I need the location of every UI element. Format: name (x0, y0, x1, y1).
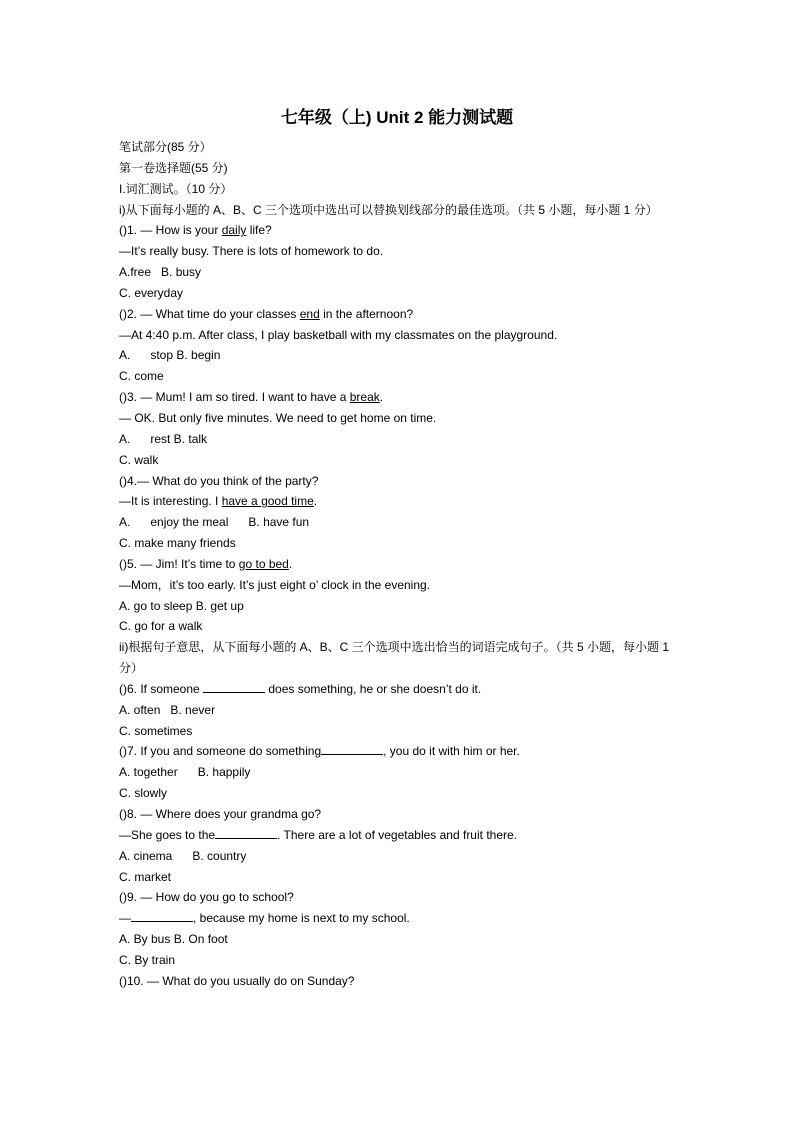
page-title: 七年级（上) Unit 2 能力测试题 (280, 108, 514, 127)
question-8-option-c: C. market (119, 869, 172, 884)
document-body (119, 137, 679, 992)
answer-blank[interactable] (321, 742, 383, 755)
question-10: ()10. — What do you usually do on Sunday? (119, 973, 355, 988)
answer-blank[interactable] (215, 826, 277, 839)
part-i-instruction: i)从下面每小题的 A、B、C 三个选项中选出可以替换划线部分的最佳选项。（共 5 小题，每小题 1 分） (119, 202, 658, 217)
question-9-options-ab: A. By bus B. On foot (119, 932, 228, 947)
question-5-option-c: C. go for a walk (119, 619, 203, 634)
volume-heading: 第一卷选择题(55 分) (119, 160, 228, 175)
question-5-dialogue: —Mom，it’s too early. It’s just eight o’ clock in the evening. (119, 577, 431, 592)
question-8: ()8. — Where does your grandma go? (119, 807, 322, 821)
question-6-options-ab: A. often B. never (119, 702, 216, 717)
question-9-dialogue: — , because my home is next to my school. (119, 911, 410, 926)
written-part-heading: 笔试部分(85 分） (119, 140, 212, 154)
answer-blank[interactable] (131, 909, 193, 922)
question-1-dialogue: —It’s really busy. There is lots of homework to do. (119, 244, 384, 259)
question-1-options-ab: A.free B. busy (119, 265, 202, 280)
question-5: ()5. — Jim! It’s time to go to bed. (119, 556, 293, 571)
question-7-option-c: C. slowly (119, 786, 168, 801)
question-9: ()9. — How do you go to school? (119, 890, 294, 905)
question-3: ()3. — Mum! I am so tired. I want to have a break. (119, 390, 384, 405)
question-5-options-ab: A. go to sleep B. get up (119, 598, 244, 613)
question-7-options-ab: A. together B. happily (119, 765, 251, 780)
section-heading: I.词汇测试。（10 分） (119, 181, 233, 196)
question-2: ()2. — What time do your classes end in the afternoon? (119, 306, 414, 321)
answer-blank[interactable] (203, 680, 265, 693)
question-2-dialogue: —At 4:40 p.m. After class, I play basketball with my classmates on the playground. (119, 327, 558, 342)
question-9-option-c: C. By train (119, 952, 176, 967)
question-4-options-ab: A. enjoy the meal B. have fun (119, 515, 310, 530)
part-ii-instruction: ii)根据句子意思，从下面每小题的 A、B、C 三个选项中选出恰当的词语完成句子。（共 5 小题，每小题 1 分） (119, 640, 670, 676)
question-4: ()4.— What do you think of the party? (119, 473, 319, 488)
question-8-options-ab: A. cinema B. country (119, 848, 247, 863)
question-2-options-ab: A. stop B. begin (119, 348, 221, 363)
question-3-options-ab: A. rest B. talk (119, 431, 208, 446)
question-1: ()1. — How is your daily life? (119, 223, 272, 238)
question-7: ()7. If you and someone do something , you do it with him or her. (119, 744, 520, 759)
question-2-option-c: C. come (119, 369, 164, 384)
question-3-dialogue: — OK. But only five minutes. We need to get home on time. (119, 410, 437, 425)
question-6: ()6. If someone does something, he or she doesn’t do it. (119, 681, 482, 696)
question-3-option-c: C. walk (119, 452, 159, 467)
question-1-option-c: C. everyday (119, 285, 184, 300)
question-4-dialogue: —It is interesting. I have a good time. (119, 494, 318, 509)
question-8-dialogue: —She goes to the . There are a lot of vegetables and fruit there. (119, 827, 518, 842)
question-4-option-c: C. make many friends (119, 536, 236, 551)
question-6-option-c: C. sometimes (119, 723, 193, 738)
